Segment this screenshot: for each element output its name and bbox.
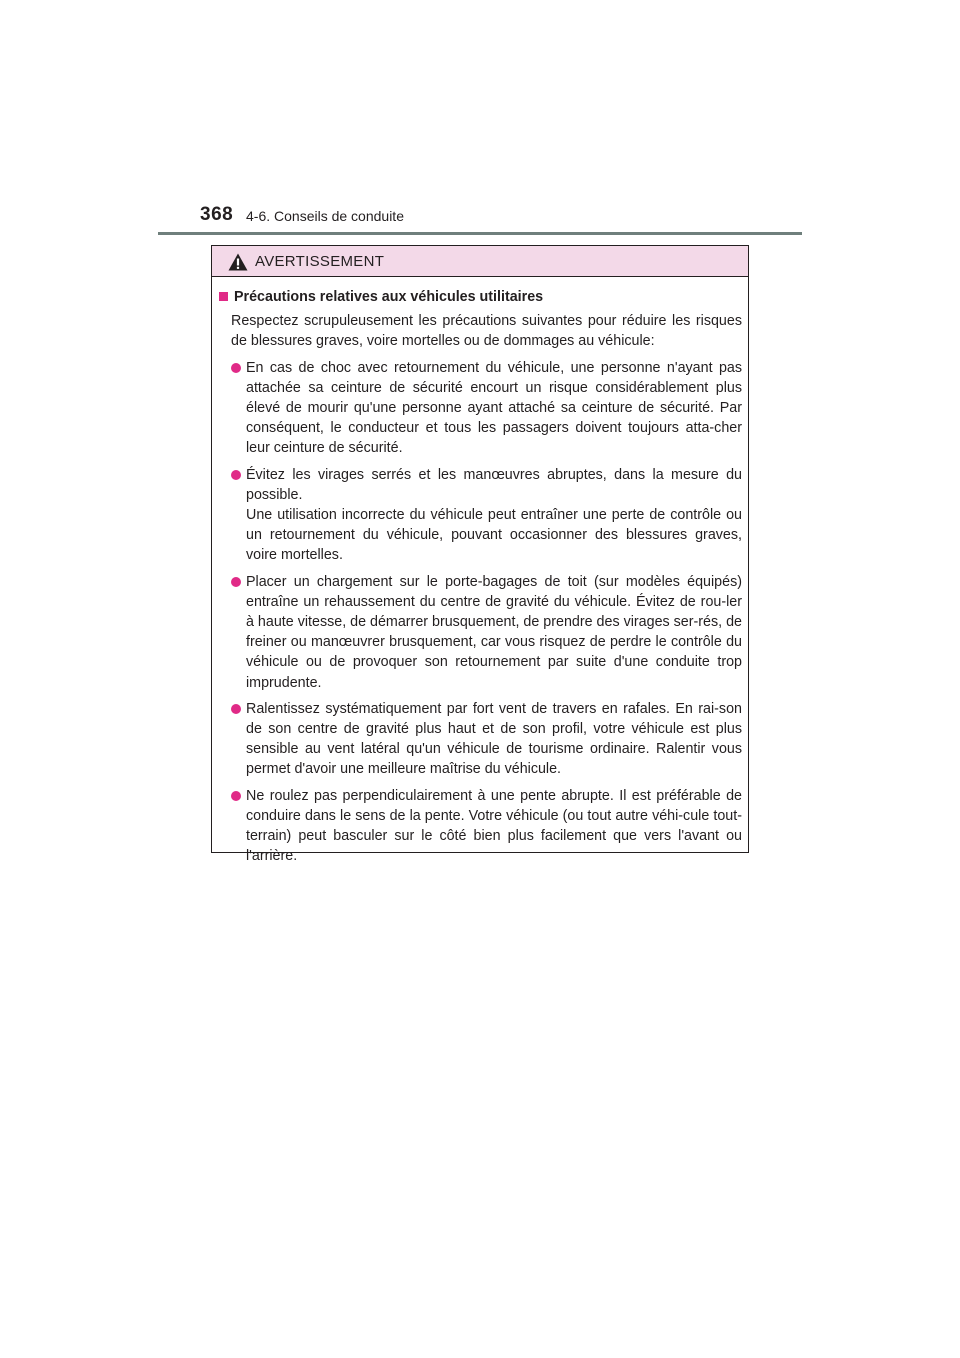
bullet-icon (231, 791, 241, 801)
list-item (231, 465, 742, 566)
bullet-icon (231, 363, 241, 373)
square-bullet-icon (219, 292, 228, 301)
list-item (231, 699, 742, 780)
list-item-text (246, 358, 742, 459)
warning-intro: Respectez scrupuleusement les précautions suivantes pour réduire les risques de blessures graves, voire mortelles ou de dommages au véhicule: (231, 313, 742, 350)
header-divider (158, 232, 802, 235)
list-item-text (246, 572, 742, 693)
bullet-icon (231, 704, 241, 714)
list-item (231, 786, 742, 867)
section-title: 4-6. Conseils de conduite (246, 208, 404, 224)
warning-subheading-text: Précautions relatives aux véhicules utilitaires (234, 289, 544, 305)
warning-title: AVERTISSEMENT (255, 253, 385, 270)
list-item-paragraph: Placer un chargement sur le porte-bagages de toit (sur modèles équipés) entraîne un rehaussement du centre de gravité du véhicule. Évitez de rou-ler à haute vitesse, de démarrer brusquement, de prendre des virages ser-rés, de freiner ou manœuvrer brusquement, car vous risquez de perdre le contrôle du véhicule ou de provoquer son retournement par suite d'une conduite trop imprudente. (246, 573, 742, 691)
list-item-text (246, 699, 742, 780)
list-item-text (246, 465, 742, 566)
list-item (231, 358, 742, 459)
list-item-paragraph: Évitez les virages serrés et les manœuvres abruptes, dans la mesure du possible. (246, 466, 742, 503)
list-item-paragraph: Une utilisation incorrecte du véhicule peut entraîner une perte de contrôle ou un retournement du véhicule, pouvant occasionner des blessures graves, voire mortelles. (246, 507, 742, 564)
list-item-paragraph: Ralentissez systématiquement par fort vent de travers en rafales. En rai-son de son centre de gravité plus haut et de son profil, votre véhicule est plus sensible au vent latéral qu'un véhicule de tourisme ordinaire. Ralentir vous permet d'avoir une meilleure maîtrise du véhicule. (246, 700, 742, 778)
bullet-icon (231, 577, 241, 587)
list-item-text (246, 786, 742, 867)
warning-box (211, 245, 749, 865)
bullet-icon (231, 470, 241, 480)
warning-header (212, 246, 748, 277)
page-number: 368 (200, 204, 234, 225)
list-item-paragraph: En cas de choc avec retournement du véhicule, une personne n'ayant pas attachée sa ceinture de sécurité encourt un risque considérablement plus élevé de mourir qu'une personne ayant attaché sa ceinture de sécurité. Par conséquent, le conducteur et tous les passagers doivent toujours atta-cher leur ceinture de sécurité. (246, 359, 742, 457)
warning-triangle-icon (228, 253, 248, 271)
list-item (231, 572, 742, 693)
warning-body (212, 277, 748, 866)
warning-subheading (219, 287, 742, 307)
list-item-paragraph: Ne roulez pas perpendiculairement à une pente abrupte. Il est préférable de conduire dans le sens de la pente. Votre véhicule (ou tout autre véhi-cule tout-terrain) peut basculer sur le côté bien plus facilement que vers l'avant ou l'arrière. (246, 787, 742, 865)
